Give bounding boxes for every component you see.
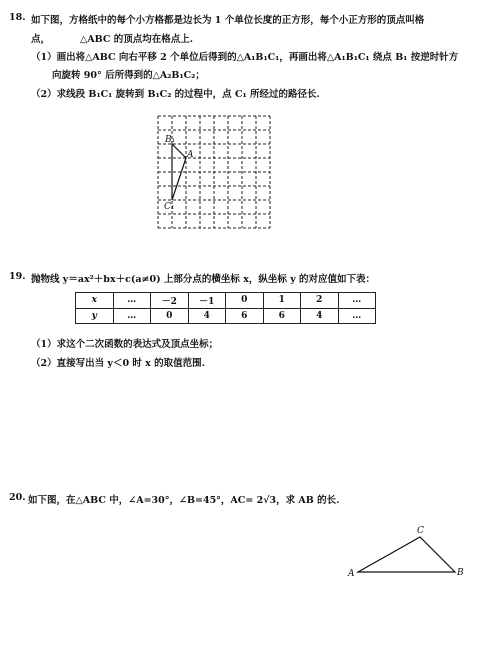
q18-stem-line1: 如下图，方格纸中的每个小方格都是边长为 1 个单位长度的正方形，每个小正方形的顶点叫格 [31,15,425,26]
table-cell: … [338,293,376,309]
q18-stem-line2a: 点， [31,34,51,45]
table-cell: 1 [263,293,301,309]
label-a: A [348,569,355,579]
table-cell: 2 [301,293,339,309]
table-cell: 6 [263,308,301,324]
label-c1: C₁ [164,202,175,212]
triangle-figure [340,520,470,582]
q18-number: 18. [9,12,26,23]
table-cell: 4 [301,308,339,324]
table-cell: 0 [226,293,264,309]
q19-stem: 抛物线 y＝ax²＋bx＋c(a≠0) 上部分点的横坐标 x，纵坐标 y 的对应值如下表： [31,274,376,285]
q19-number: 19. [9,271,26,282]
q18-part1-line2: 向旋转 90° 后所得到的△A₂B₁C₂； [52,70,205,81]
table-cell: … [113,308,151,324]
q18-part2: （2）求线段 B₁C₁ 旋转到 B₁C₂ 的过程中，点 C₁ 所经过的路径长. [31,89,320,100]
triangle-q20 [358,537,455,572]
table-header-y: y [76,308,114,324]
q19-part1: （1）求这个二次函数的表达式及顶点坐标； [31,339,219,350]
table-row-y [76,308,376,324]
label-c: C [417,526,424,536]
table-row-x [76,293,376,309]
label-a: A [187,150,194,160]
table-cell: … [338,308,376,324]
q18-part1-line1: （1）画出将△ABC 向右平移 2 个单位后得到的△A₁B₁C₁，再画出将△A₁B₁C₁ 绕点 B₁ 按逆时针方 [31,52,459,63]
table-cell: … [113,293,151,309]
table-cell: －2 [151,293,189,309]
label-b1: B₁ [165,135,176,145]
q19-part2: （2）直接写出当 y＜0 时 x 的取值范围. [31,358,205,369]
table-cell: 6 [226,308,264,324]
grid-figure [150,110,280,234]
table-cell: －1 [188,293,226,309]
q20-number: 20. [9,492,26,503]
q18-stem-line2b: △ABC 的顶点均在格点上. [80,34,194,45]
q20-stem: 如下图，在△ABC 中，∠A=30°，∠B=45°，AC= 2√3，求 AB 的长. [28,495,340,506]
value-table [75,292,376,324]
table-header-x: x [76,293,114,309]
table-cell: 0 [151,308,189,324]
table-cell: 4 [188,308,226,324]
label-b: B [457,568,464,578]
